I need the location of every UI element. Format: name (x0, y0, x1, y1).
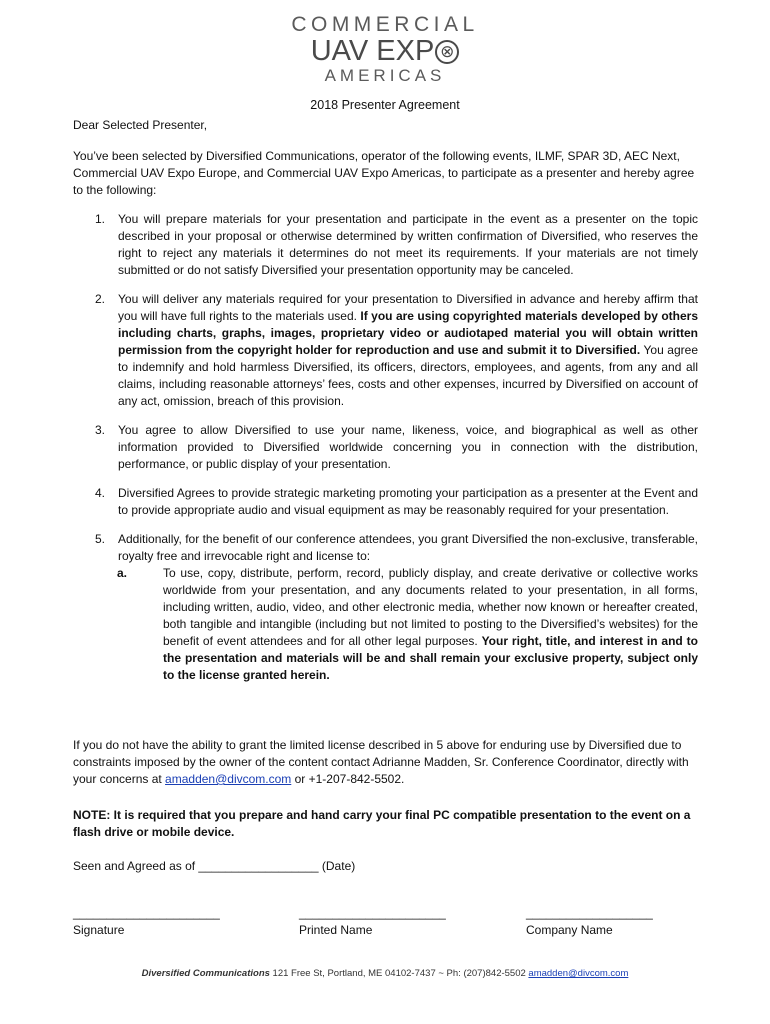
page-title: 2018 Presenter Agreement (310, 98, 460, 112)
item-number: 2. (95, 292, 106, 306)
item-number: 1. (95, 212, 106, 226)
printed-name-label: Printed Name (299, 923, 373, 937)
note-text: NOTE: It is required that you prepare and hand carry your final PC compatible presentation to the event on a flash drive or mobile device. (73, 808, 691, 839)
company-name-block (526, 905, 653, 939)
item-bold-text: If you are using copyrighted materials developed by others including charts, graphs, images, proprietary video or audiotaped material you will obtain written permission from the copyright holder for reproduction and use and submit it to Diversified. (118, 309, 699, 357)
list-item (73, 291, 698, 410)
item-text: You will deliver any materials required for your presentation to Diversified in advance and hereby affirm that you will have full rights to the materials used. (118, 292, 698, 323)
item-text: Diversified Agrees to provide strategic marketing promoting your participation as a presenter at the Event and to provide appropriate audio and visual equipment as may be reasonably required for your presentation. (118, 486, 698, 517)
logo-line1: COMMERCIAL (291, 13, 479, 36)
event-logo (0, 14, 770, 86)
license-text: If you do not have the ability to grant the limited license described in 5 above for enduring use by Diversified due to constraints imposed by the owner of the content contact Adrianne Madden, Sr. Conference Coordinator, directly with your concerns at (73, 738, 689, 786)
list-item (73, 211, 698, 279)
license-text-tail: or +1-207-842-5502. (291, 772, 405, 786)
item-text: You agree to indemnify and hold harmless Diversified, its officers, directors, employees, and agents, from any and all claims, including reasonable attorneys’ fees, costs and other expenses, incurred by Diversified on account of any act, omission, breach of this provision. (118, 343, 698, 408)
footer-company: Diversified Communications (141, 968, 270, 979)
signature-label: Signature (73, 923, 125, 937)
sub-item-letter: a. (117, 566, 128, 580)
intro-paragraph: You’ve been selected by Diversified Communications, operator of the following events, ILMF, SPAR 3D, AEC Next, Commercial UAV Expo Europe, and Commercial UAV Expo Americas, to participate as a presenter and hereby agree to the following: (73, 149, 695, 197)
printed-name-line[interactable]: ______________________ (299, 906, 446, 920)
signature-line[interactable]: ______________________ (73, 906, 220, 920)
signature-block (73, 905, 220, 939)
printed-name-block (299, 905, 446, 939)
agreement-list (73, 211, 698, 696)
item-number: 5. (95, 532, 106, 546)
item-number: 3. (95, 423, 106, 437)
footer-email-link[interactable]: amadden@divcom.com (528, 968, 629, 979)
drone-x-icon: ⊗ (435, 40, 459, 64)
list-item (73, 422, 698, 473)
document-body (73, 117, 698, 199)
item-number: 4. (95, 486, 106, 500)
sub-item (95, 565, 698, 684)
sub-item-text: To use, copy, distribute, perform, record, publicly display, and create derivative or collective works worldwide from your presentation, and any documents related to your presentation, in all forms, including written, audio, video, and other electronic media, whether now known or hereafter created, both tangible and intangible (including but not limited to posting to the Diversified’s websites) for the benefit of event attendees and for all other legal purposes. (163, 566, 698, 648)
logo-line2 (0, 36, 770, 66)
logo-line3: AMERICAS (324, 66, 446, 85)
list-item (73, 531, 698, 684)
logo-line2-text: UAV EXP (310, 35, 435, 67)
company-name-label: Company Name (526, 923, 613, 937)
company-name-line[interactable]: ___________________ (526, 906, 653, 920)
item-text: You will prepare materials for your presentation and participate in the event as a presenter on the topic described in your proposal or otherwise determined by written confirmation of Diversified, who reserves the right to reject any materials it determines do not meet its requirements. If your materials are not timely submitted or do not satisfy Diversified your presentation opportunity may be canceled. (118, 212, 698, 277)
footer-address: 121 Free St, Portland, ME 04102-7437 ~ Ph: (207)842-5502 (269, 968, 529, 979)
contact-email-link[interactable]: amadden@divcom.com (165, 772, 292, 786)
note-paragraph (73, 807, 698, 841)
list-item (73, 485, 698, 519)
sub-item-bold-text: Your right, title, and interest in and to the presentation and materials will be and shall remain your exclusive property, subject only to the license granted herein. (163, 634, 698, 682)
footer (0, 968, 770, 979)
license-paragraph (73, 737, 698, 788)
item-text: You agree to allow Diversified to use your name, likeness, voice, and biographical as well as other information provided to Diversified worldwide concerning you in connection with the distribution, performance, or public display of your presentation. (118, 423, 698, 471)
item-text: Additionally, for the benefit of our conference attendees, you grant Diversified the non-exclusive, transferable, royalty free and irrevocable right and license to: (118, 532, 698, 563)
seen-agreed-line: Seen and Agreed as of __________________ (Date) (73, 859, 356, 873)
salutation: Dear Selected Presenter, (73, 118, 208, 132)
